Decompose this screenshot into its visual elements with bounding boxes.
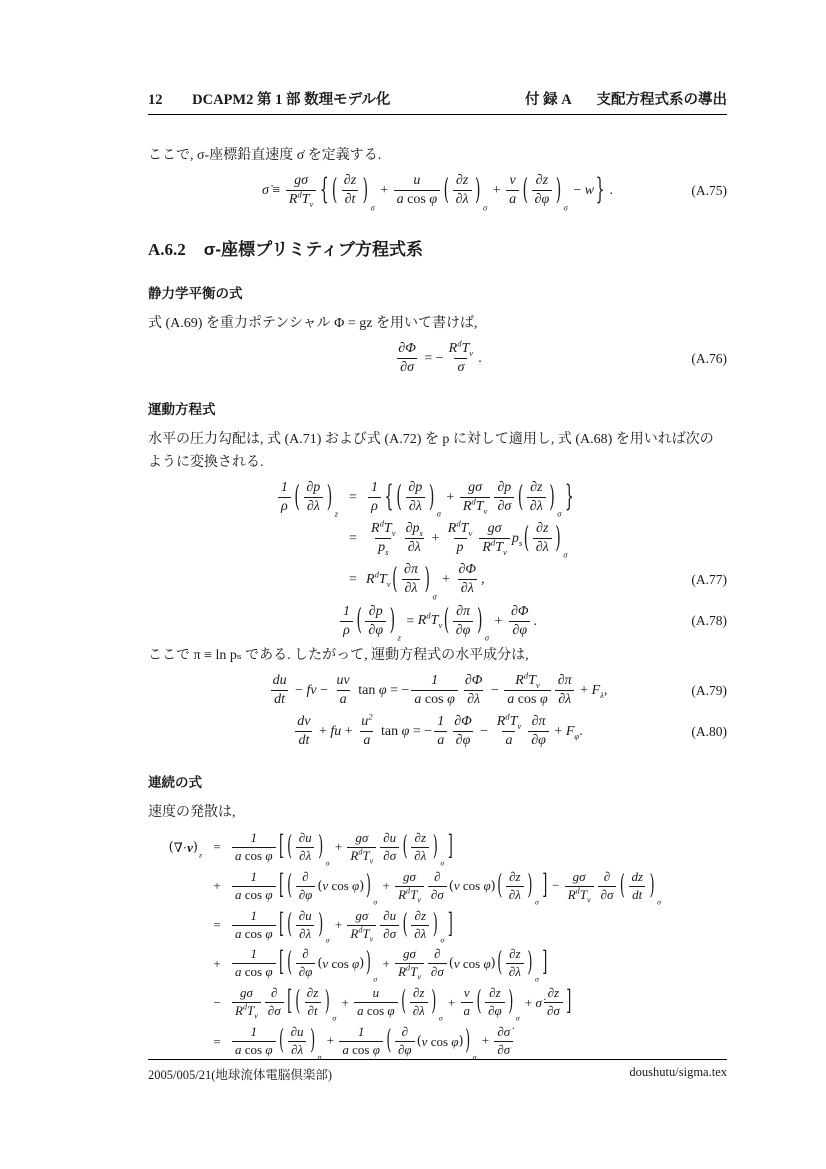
equation-line: ( ∇· v ) z = $\frac{1}{\text{a cos φ}}$ [ ( $\frac{\partial u}{\partial\lambda}$ ) σ + $\frac{g\sigma}{R^dT_v}$ $\frac{\partial u}{\partial\sigma}$ ( $\frac{\partial z}{\partial\lambda}$ ) σ ]: [168, 829, 453, 868]
page-footer: [148, 1059, 727, 1083]
page-header: [148, 88, 727, 115]
equation-line: + $\frac{1}{\text{a cos φ}}$ [ ( $\frac{\partial}{\partial\varphi}$ ( v cos φ ) ) σ + $\frac{g\sigma}{R^dT_v}$ $\frac{\partial}{\partial\sigma}$ ( v cos φ ) ( $\frac{\partial z}{\partial\lambda}$ ) σ ] − $\frac{g\sigma}{R^dT_v}$ $\frac{\partial}{\partial\sigma}$ ( $\frac{dz}{dt}$ ) σ: [213, 868, 661, 907]
equation-line: − $\frac{g\sigma}{R^dT_v}$ $\frac{\partial}{\partial\sigma}$ [ ( $\frac{\partial z}{\partial t}$ ) σ + $\frac{u}{\text{a cos φ}}$ ( $\frac{\partial z}{\partial\lambda}$ ) σ + $\frac{v}{a}$ ( $\frac{\partial z}{\partial\varphi}$ ) σ + σ̇ $\frac{\partial z}{\partial\sigma}$ ]: [213, 985, 572, 1023]
equation-a76: [148, 338, 727, 376]
equation-line: $\frac{1}{\rho}$ ( $\frac{\partial p}{\partial\lambda}$ ) z = $\frac{1}{\rho}$ { ( $\frac{\partial p}{\partial\lambda}$ ) σ + $\frac{g\sigma}{R^dT_v}$ $\frac{\partial p}{\partial\sigma}$ ( $\frac{\partial z}{\partial\lambda}$ ) σ }: [148, 480, 727, 515]
hydrostatic-paragraph: 式 (A.69) を重力ポテンシャル Φ = gz を用いて書けば,: [148, 315, 478, 331]
footer-right: doushutu/sigma.tex: [629, 1065, 727, 1079]
intro-paragraph: ここで, σ-座標鉛直速度 σ̇ を定義する.: [148, 148, 382, 163]
header-left: [148, 88, 390, 109]
motion-paragraph: 水平の圧力勾配は, 式 (A.71) および式 (A.72) を p に対して適用し, 式 (A.68) を用いれば次のように変換される.: [148, 432, 714, 470]
equation-tag: (A.79): [691, 682, 727, 698]
subheading-hydrostatic: 静力学平衡の式: [148, 285, 243, 301]
section-heading: [148, 235, 727, 260]
equation-a77: [148, 479, 727, 601]
subheading-continuity: 連続の式: [148, 775, 202, 791]
section-number: A.6.2: [148, 239, 186, 259]
header-left-title: DCAPM2 第 1 部 数理モデル化: [192, 92, 391, 108]
equation-a75: [148, 173, 727, 212]
equation-tag: (A.75): [691, 182, 727, 198]
continuity-paragraph: 速度の発散は,: [148, 805, 236, 821]
header-right-title: 支配方程式系の導出: [596, 92, 727, 108]
section-title: σ-座標プリミティブ方程式系: [203, 239, 424, 259]
equation-continuity: [148, 829, 727, 1062]
equation-a79: [148, 670, 727, 708]
equation-line: = $\frac{1}{\text{a cos φ}}$ ( $\frac{\partial u}{\partial\lambda}$ ) σ + $\frac{1}{\text{a cos φ}}$ ( $\frac{\partial}{\partial\varphi}$ ( v cos φ ) ) σ + $\frac{\partial\sigmȧ}{\partial\sigma}$: [148, 1025, 727, 1058]
subheading-motion: 運動方程式: [148, 402, 216, 418]
equation-line: $\frac{1}{\rho}$ ( $\frac{\partial p}{\partial\varphi}$ ) z = $R^dT_v$ ( $\frac{\partial\pi}{\partial\varphi}$ ) σ + $\frac{\partial\Phi}{\partial\varphi}$ . (A.78): [148, 604, 727, 639]
equation-tag: (A.78): [691, 613, 727, 629]
motion-mid-paragraph: ここで π ≡ ln pₛ である. したがって, 運動方程式の水平成分は,: [148, 647, 529, 663]
page-number: 12: [148, 92, 163, 108]
equation-line: + $\frac{1}{\text{a cos φ}}$ [ ( $\frac{\partial}{\partial\varphi}$ ( v cos φ ) ) σ + $\frac{g\sigma}{R^dT_v}$ $\frac{\partial}{\partial\sigma}$ ( v cos φ ) ( $\frac{\partial z}{\partial\lambda}$ ) σ ]: [213, 946, 548, 984]
equation-tag: (A.80): [691, 723, 727, 739]
equation-tag: (A.77): [691, 571, 727, 587]
equation-line: = $\frac{R^dT_v}{p_s}$ $\frac{\partial p_s}{\partial\lambda}$ + $\frac{R^dT_v}{p}$ $\frac{g\sigma}{R^dT_v}$ $p_s$ ( $\frac{\partial z}{\partial\lambda}$ ) σ: [349, 518, 568, 560]
equation-line: σ̇ ≡ $\frac{g\sigma}{R^dT_v}$ { ( $\frac{\partial z}{\partial t}$ ) σ + $\frac{u}{\text{a cos φ}}$ ( $\frac{\partial z}{\partial\lambda}$ ) σ + $\frac{v}{a}$ ( $\frac{\partial z}{\partial\varphi}$ ) σ − w } . (A.75): [262, 173, 727, 212]
header-appendix-label: 付 録 A: [524, 92, 571, 108]
equation-line: $\frac{dv}{dt}$ + fu + $\frac{u^2}{a}$ tan φ = − $\frac{1}{a}$ $\frac{\partial\Phi}{\partial\varphi}$ − $\frac{R^dT_v}{a}$ $\frac{\partial\pi}{\partial\varphi}$ + $F_\varphi$. (A.80): [297, 711, 727, 749]
equation-a80: [148, 711, 727, 749]
equation-line: $\frac{du}{dt}$ − fv − $\frac{uv}{a}$ tan φ = − $\frac{1}{\text{a cos φ}}$ $\frac{\partial\Phi}{\partial\lambda}$ − $\frac{R^dT_v}{\text{a cos φ}}$ $\frac{\partial\pi}{\partial\lambda}$ + $F_\lambda$, (A.79): [272, 670, 727, 708]
equation-line: = $\frac{1}{\text{a cos φ}}$ [ ( $\frac{\partial u}{\partial\lambda}$ ) σ + $\frac{g\sigma}{R^dT_v}$ $\frac{\partial u}{\partial\sigma}$ ( $\frac{\partial z}{\partial\lambda}$ ) σ ]: [213, 907, 453, 945]
header-right: [525, 88, 727, 109]
equation-tag: (A.76): [691, 350, 727, 366]
footer-left: 2005/005/21(地球流体電脳倶楽部): [148, 1068, 333, 1082]
equation-line: = $R^dT_v$ ( $\frac{\partial\pi}{\partial\lambda}$ ) σ + $\frac{\partial\Phi}{\partial\lambda}$ , (A.77): [349, 562, 727, 601]
equation-a78: [148, 603, 727, 643]
equation-line: $\frac{\partial\Phi}{\partial\sigma}$ = − $\frac{R^dT_v}{\sigma}$ . (A.76): [398, 338, 727, 376]
